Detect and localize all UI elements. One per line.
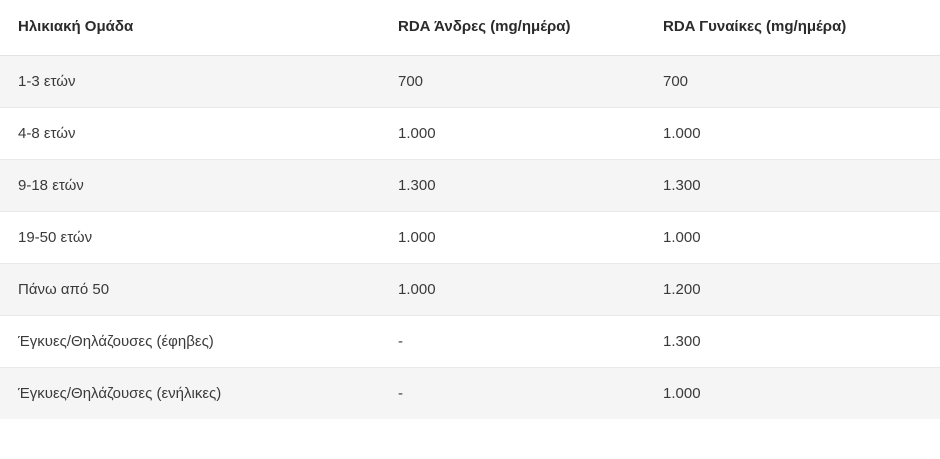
cell-rda-men: 1.000 <box>380 212 645 264</box>
column-header-rda-men: RDA Άνδρες (mg/ημέρα) <box>380 0 645 56</box>
cell-rda-men: - <box>380 368 645 420</box>
table-row <box>0 108 940 160</box>
table-body <box>0 56 940 420</box>
cell-rda-women: 1.000 <box>645 108 940 160</box>
column-header-rda-women: RDA Γυναίκες (mg/ημέρα) <box>645 0 940 56</box>
cell-rda-men: 700 <box>380 56 645 108</box>
table-row <box>0 212 940 264</box>
table-row <box>0 160 940 212</box>
cell-rda-men: 1.300 <box>380 160 645 212</box>
cell-age-group: 4-8 ετών <box>0 108 380 160</box>
table-row <box>0 316 940 368</box>
cell-rda-men: 1.000 <box>380 264 645 316</box>
cell-age-group: 9-18 ετών <box>0 160 380 212</box>
cell-age-group: Έγκυες/Θηλάζουσες (έφηβες) <box>0 316 380 368</box>
cell-rda-women: 1.200 <box>645 264 940 316</box>
table-row <box>0 264 940 316</box>
cell-age-group: 1-3 ετών <box>0 56 380 108</box>
table-row <box>0 368 940 420</box>
column-header-age-group: Ηλικιακή Ομάδα <box>0 0 380 56</box>
cell-rda-men: - <box>380 316 645 368</box>
cell-rda-women: 1.000 <box>645 212 940 264</box>
table-header-row <box>0 0 940 56</box>
cell-age-group: 19-50 ετών <box>0 212 380 264</box>
cell-rda-women: 1.300 <box>645 316 940 368</box>
cell-age-group: Έγκυες/Θηλάζουσες (ενήλικες) <box>0 368 380 420</box>
cell-age-group: Πάνω από 50 <box>0 264 380 316</box>
table-header <box>0 0 940 56</box>
cell-rda-women: 1.000 <box>645 368 940 420</box>
table-row <box>0 56 940 108</box>
cell-rda-women: 700 <box>645 56 940 108</box>
cell-rda-men: 1.000 <box>380 108 645 160</box>
cell-rda-women: 1.300 <box>645 160 940 212</box>
